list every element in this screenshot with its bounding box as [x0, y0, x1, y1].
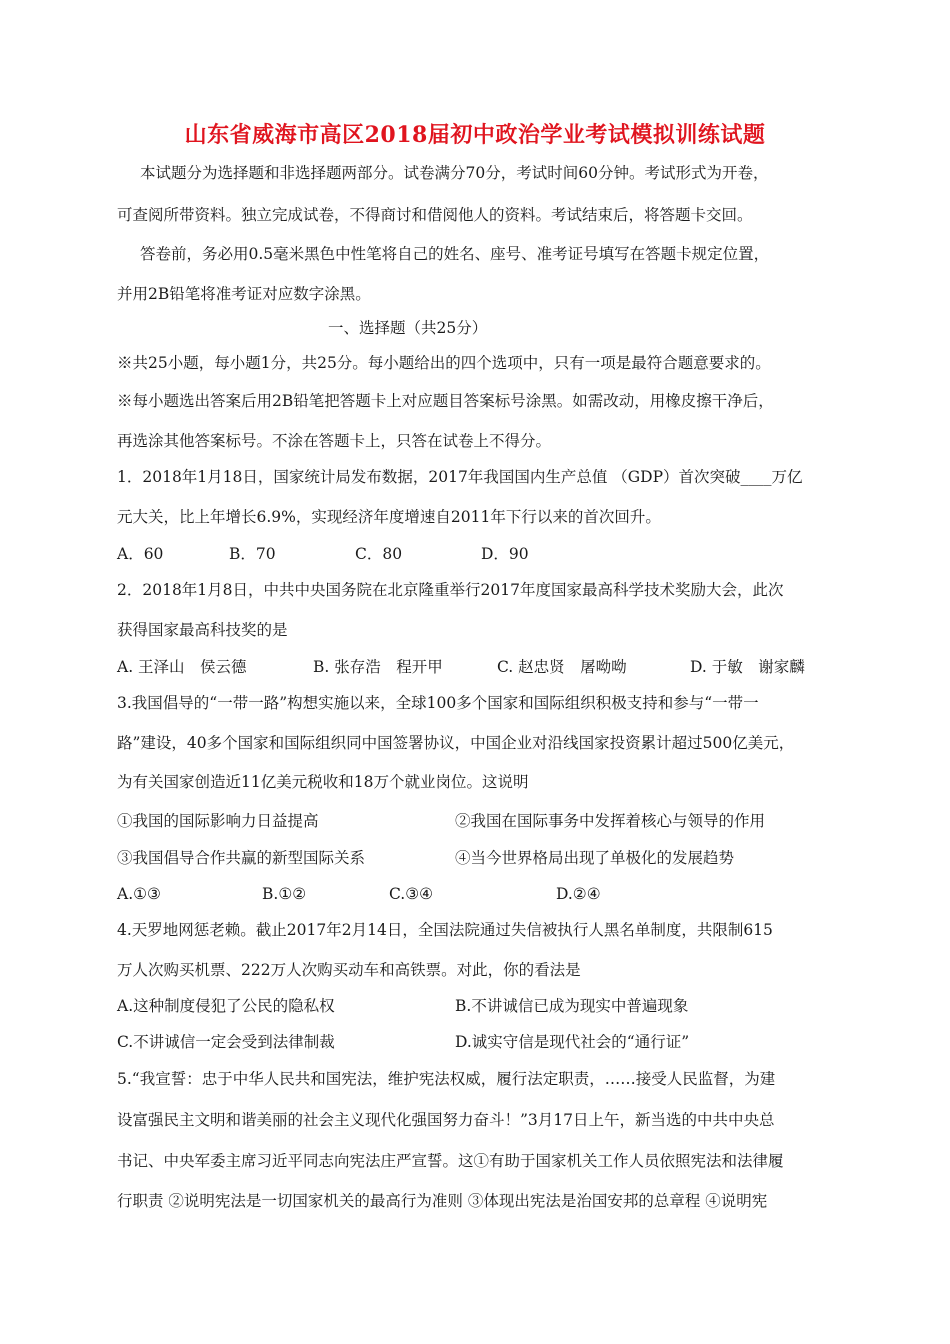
- instruction-note: ※每小题选出答案后用2B铅笔把答题卡上对应题目答案标号涂黑。如需改动，用橡皮擦干净后，: [117, 392, 774, 410]
- instruction-note: ※共25小题，每小题1分，共25分。每小题给出的四个选项中，只有一项是最符合题意要求的。: [117, 354, 771, 372]
- intro-line: 本试题分为选择题和非选择题两部分。试卷满分70分，考试时间60分钟。考试形式为开卷，: [140, 164, 769, 182]
- question-1-stem: 元大关，比上年增长6.9%，实现经济年度增速自2011年下行以来的首次回升。: [117, 508, 661, 526]
- q3-statement-4: ④当今世界格局出现了单极化的发展趋势: [455, 849, 735, 867]
- intro-line: 可查阅所带资料。独立完成试卷，不得商讨和借阅他人的资料。考试结束后，将答题卡交回。: [117, 206, 753, 224]
- question-3-stem: 为有关国家创造近11亿美元税收和18万个就业岗位。这说明: [117, 773, 529, 791]
- q2-option-c: C. 赵忠贤 屠呦呦: [497, 658, 627, 676]
- q3-option-c: C.③④: [389, 885, 434, 903]
- q1-option-c: C．80: [355, 545, 403, 563]
- intro-line: 答卷前，务必用0.5毫米黑色中性笔将自己的姓名、座号、准考证号填写在答题卡规定位置，: [140, 245, 770, 263]
- q3-statement-2: ②我国在国际事务中发挥着核心与领导的作用: [455, 812, 766, 830]
- q4-option-a: A.这种制度侵犯了公民的隐私权: [117, 997, 335, 1015]
- question-4-stem: 4.天罗地网惩老赖。截止2017年2月14日，全国法院通过失信被执行人黑名单制度，共限制615: [117, 921, 773, 939]
- q3-option-a: A.①③: [117, 885, 161, 903]
- q2-option-a: A. 王泽山 侯云德: [117, 658, 247, 676]
- exam-title: 山东省威海市高区2018届初中政治学业考试模拟训练试题: [184, 122, 766, 148]
- q2-option-d: D. 于敏 谢家麟: [690, 658, 805, 676]
- q4-option-b: B.不讲诚信已成为现实中普遍现象: [455, 997, 689, 1015]
- q2-option-b: B. 张存浩 程开甲: [313, 658, 443, 676]
- question-2-stem: 获得国家最高科技奖的是: [117, 621, 288, 639]
- instruction-note: 再选涂其他答案标号。不涂在答题卡上，只答在试卷上不得分。: [117, 432, 552, 450]
- q4-option-c: C.不讲诚信一定会受到法律制裁: [117, 1033, 335, 1051]
- question-1-stem: 1．2018年1月18日，国家统计局发布数据，2017年我国国内生产总值 （GDP）首次突破____万亿: [117, 468, 803, 486]
- question-3-stem: 3.我国倡导的“一带一路”构想实施以来，全球100多个国家和国际组织积极支持和参与“一带一: [117, 694, 759, 712]
- question-5-stem: 书记、中央军委主席习近平同志向宪法庄严宣誓。这①有助于国家机关工作人员依照宪法和法律履: [117, 1152, 784, 1170]
- q3-statement-1: ①我国的国际影响力日益提高: [117, 812, 319, 830]
- intro-line: 并用2B铅笔将准考证对应数字涂黑。: [117, 285, 371, 303]
- q3-option-b: B.①②: [262, 885, 307, 903]
- q3-option-d: D.②④: [556, 885, 601, 903]
- question-2-stem: 2．2018年1月8日，中共中央国务院在北京隆重举行2017年度国家最高科学技术奖励大会，此次: [117, 581, 784, 599]
- q1-option-b: B．70: [229, 545, 276, 563]
- q4-option-d: D.诚实守信是现代社会的“通行证”: [455, 1033, 690, 1051]
- section-heading: 一、选择题（共25分）: [328, 319, 488, 337]
- q1-option-a: A．60: [117, 545, 164, 563]
- question-3-stem: 路”建设，40多个国家和国际组织同中国签署协议，中国企业对沿线国家投资累计超过500亿美元，: [117, 734, 795, 752]
- q3-statement-3: ③我国倡导合作共赢的新型国际关系: [117, 849, 366, 867]
- question-4-stem: 万人次购买机票、222万人次购买动车和高铁票。对此，你的看法是: [117, 961, 581, 979]
- question-5-stem: 行职责 ②说明宪法是一切国家机关的最高行为准则 ③体现出宪法是治国安邦的总章程 ④说明宪: [117, 1192, 768, 1210]
- question-5-stem: 5.“我宣誓：忠于中华人民共和国宪法，维护宪法权威，履行法定职责，……接受人民监督，为建: [117, 1070, 776, 1088]
- question-5-stem: 设富强民主文明和谐美丽的社会主义现代化强国努力奋斗！”3月17日上午，新当选的中共中央总: [117, 1111, 775, 1129]
- q1-option-d: D．90: [481, 545, 529, 563]
